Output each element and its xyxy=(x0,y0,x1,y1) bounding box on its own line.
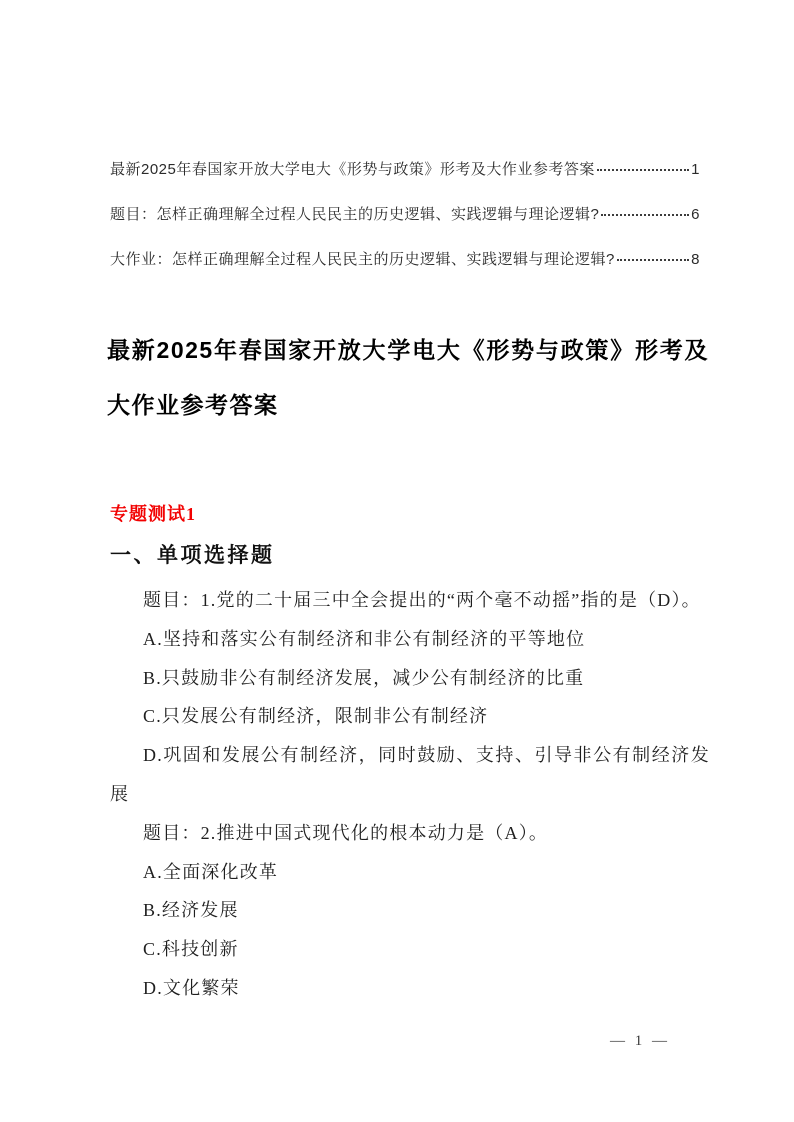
toc-leader-dots xyxy=(597,169,689,171)
question-2-stem: 题目：2.推进中国式现代化的根本动力是（A）。 xyxy=(143,822,549,843)
question-2-option-b: B.经济发展 xyxy=(143,900,239,921)
question-2-option-a: A.全面深化改革 xyxy=(143,861,279,882)
toc-item-label: 题目：怎样正确理解全过程人民民主的历史逻辑、实践逻辑与理论逻辑? xyxy=(110,206,600,223)
question-1-option-b: B.只鼓励非公有制经济发展，减少公有制经济的比重 xyxy=(143,667,585,688)
toc-item-3[interactable] xyxy=(110,248,700,268)
page-number-footer: — 1 — xyxy=(610,1033,667,1049)
question-1-option-c: C.只发展公有制经济，限制非公有制经济 xyxy=(143,706,489,727)
toc-page-number: 8 xyxy=(691,251,700,268)
toc-item-2[interactable] xyxy=(110,203,700,223)
toc-page-number: 1 xyxy=(691,161,700,178)
question-1-option-a: A.坚持和落实公有制经济和非公有制经济的平等地位 xyxy=(143,628,586,649)
document-body xyxy=(110,502,710,1008)
question-1-stem: 题目：1.党的二十届三中全会提出的“两个毫不动摇”指的是（D）。 xyxy=(143,590,701,610)
table-of-contents xyxy=(110,158,700,293)
toc-page-number: 6 xyxy=(691,206,700,223)
toc-item-label: 大作业：怎样正确理解全过程人民民主的历史逻辑、实践逻辑与理论逻辑? xyxy=(110,251,615,268)
toc-item-1[interactable] xyxy=(110,158,700,178)
document-title: 最新2025年春国家开放大学电大《形势与政策》形考及大作业参考答案 xyxy=(107,337,709,418)
toc-leader-dots xyxy=(601,214,689,216)
toc-item-label: 最新2025年春国家开放大学电大《形势与政策》形考及大作业参考答案 xyxy=(110,161,595,178)
question-2-option-d: D.文化繁荣 xyxy=(143,977,240,998)
question-2-option-c: C.科技创新 xyxy=(143,939,239,960)
section-label: 专题测试1 xyxy=(110,504,196,524)
question-1-option-d: D.巩固和发展公有制经济，同时鼓励、支持、引导非公有制经济发展 xyxy=(110,745,710,804)
toc-leader-dots xyxy=(617,259,689,261)
section-heading: 一、单项选择题 xyxy=(110,544,275,567)
